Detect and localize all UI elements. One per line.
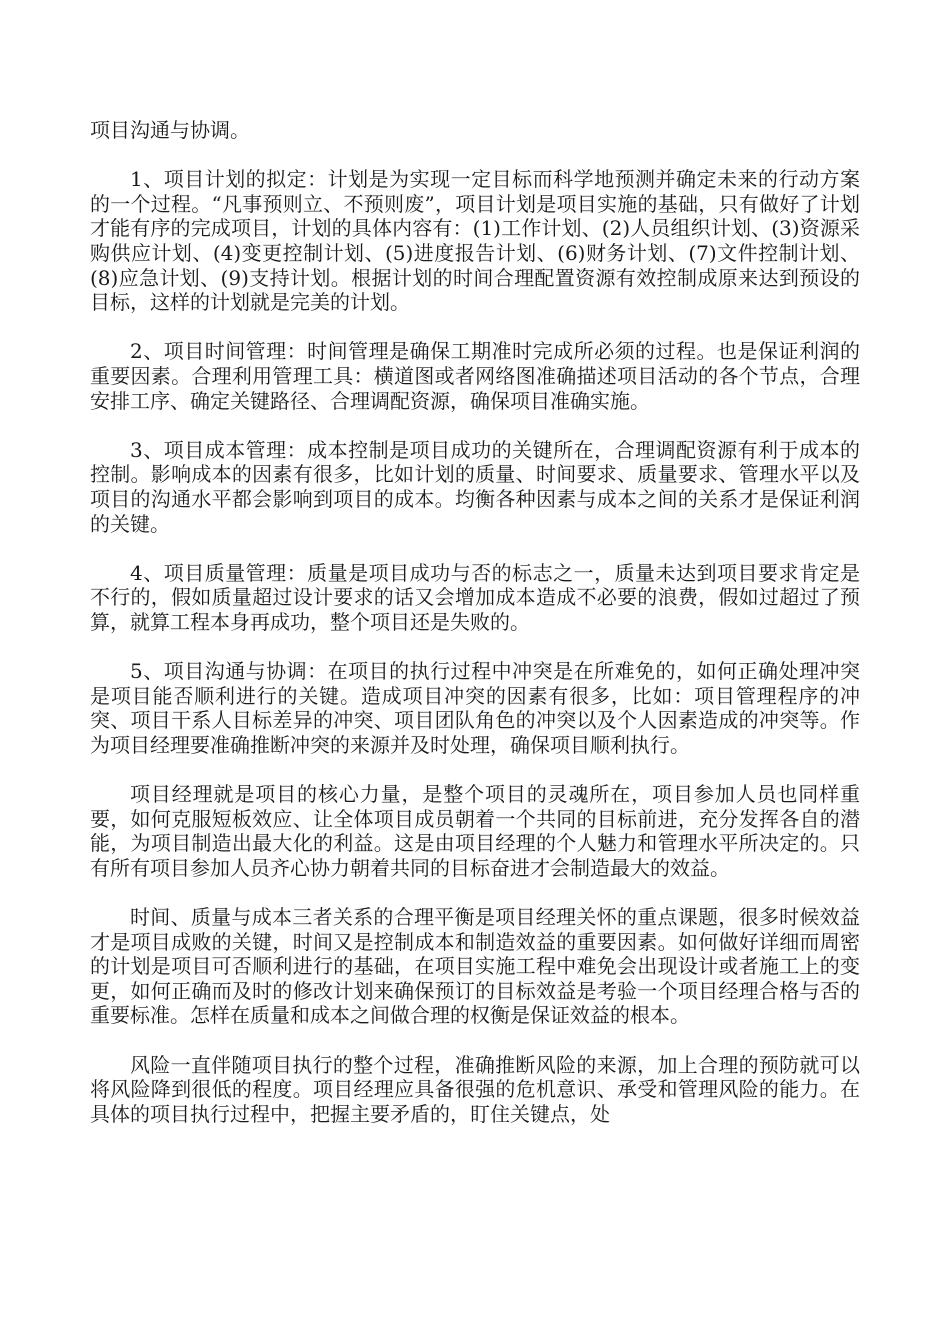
document-body <box>90 118 860 1151</box>
paragraph-communication: 5、项目沟通与协调：在项目的执行过程中冲突是在所难免的，如何正确处理冲突是项目能否顺利进行的关键。造成项目冲突的因素有很多，比如：项目管理程序的冲突、项目干系人目标差异的冲突、项目团队角色的冲突以及个人因素造成的冲突等。作为项目经理要准确推断冲突的来源并及时处理，确保项目顺利执行。 <box>90 659 860 757</box>
paragraph-project-plan: 1、项目计划的拟定：计划是为实现一定目标而科学地预测并确定未来的行动方案的一个过程。“凡事预则立、不预则废”，项目计划是项目实施的基础，只有做好了计划才能有序的完成项目，计划的具体内容有：(1)工作计划、(2)人员组织计划、(3)资源采购供应计划、(4)变更控制计划、(5)进度报告计划、(6)财务计划、(7)文件控制计划、(8)应急计划、(9)支持计划。根据计划的时间合理配置资源有效控制成原来达到预设的目标，这样的计划就是完美的计划。 <box>90 167 860 315</box>
paragraph-continuation: 项目沟通与协调。 <box>90 118 250 142</box>
paragraph-project-manager: 项目经理就是项目的核心力量，是整个项目的灵魂所在，项目参加人员也同样重要，如何克服短板效应、让全体项目成员朝着一个共同的目标前进，充分发挥各自的潜能，为项目制造出最大化的利益。这是由项目经理的个人魅力和管理水平所决定的。只有所有项目参加人员齐心协力朝着共同的目标奋进才会制造最大的效益。 <box>90 782 860 880</box>
paragraph-quality-management: 4、项目质量管理：质量是项目成功与否的标志之一，质量未达到项目要求肯定是不行的，假如质量超过设计要求的话又会增加成本造成不必要的浪费，假如过超过了预算，就算工程本身再成功，整个项目还是失败的。 <box>90 560 860 634</box>
paragraph-cost-management: 3、项目成本管理：成本控制是项目成功的关键所在，合理调配资源有利于成本的控制。影响成本的因素有很多，比如计划的质量、时间要求、质量要求、管理水平以及项目的沟通水平都会影响到项目的成本。均衡各种因素与成本之间的关系才是保证利润的关键。 <box>90 437 860 536</box>
paragraph-time-management: 2、项目时间管理：时间管理是确保工期准时完成所必须的过程。也是保证利润的重要因素。合理利用管理工具：横道图或者网络图准确描述项目活动的各个节点，合理安排工序、确定关键路径、合理调配资源，确保项目准确实施。 <box>90 339 860 413</box>
paragraph-risk: 风险一直伴随项目执行的整个过程，准确推断风险的来源，加上合理的预防就可以将风险降到很低的程度。项目经理应具备很强的危机意识、承受和管理风险的能力。在具体的项目执行过程中，把握主要矛盾的，盯住关键点，处 <box>90 1052 860 1126</box>
paragraph-balance: 时间、质量与成本三者关系的合理平衡是项目经理关怀的重点课题，很多时候效益才是项目成败的关键，时间又是控制成本和制造效益的重要因素。如何做好详细而周密的计划是项目可否顺利进行的基础，在项目实施工程中难免会出现设计或者施工上的变更，如何正确而及时的修改计划来确保预订的目标效益是考验一个项目经理合格与否的重要标准。怎样在质量和成本之间做合理的权衡是保证效益的根本。 <box>90 905 860 1028</box>
